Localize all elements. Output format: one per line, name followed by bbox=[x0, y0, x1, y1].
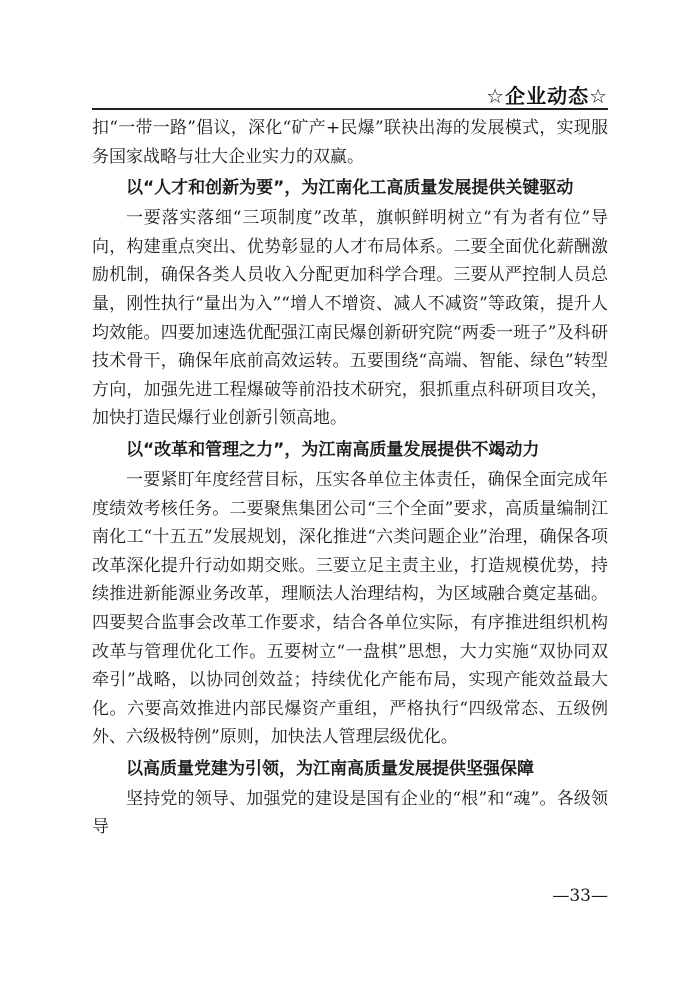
section-heading-party-building: 以高质量党建为引领，为江南高质量发展提供坚强保障 bbox=[126, 758, 534, 779]
section-header-title: ☆企业动态☆ bbox=[486, 84, 608, 108]
section-heading-reform-management: 以“改革和管理之力”，为江南高质量发展提供不竭动力 bbox=[126, 439, 540, 460]
page-number: —33— bbox=[552, 886, 608, 906]
paragraph-talent-innovation: 一要落实落细“三项制度”改革，旗帜鲜明树立“有为者有位”导向，构建重点突出、优势彰显的人才布局体系。二要全面优化薪酬激励机制，确保各类人员收入分配更加科学合理。三要从严控制人员总量，刚性执行“量出为入”“增人不增资、减人不减资”等政策，提升人均效能。四要加速选优配强江南民爆创新研究院“两委一班子”及科研技术骨干，确保年底前高效运转。五要围绕“高端、智能、绿色”转型方向，加强先进工程爆破等前沿技术研究，狠抓重点科研项目攻关，加快打造民爆行业创新引领高地。 bbox=[92, 208, 608, 429]
header-rule bbox=[92, 108, 608, 110]
article-body bbox=[92, 114, 608, 842]
paragraph-reform-management: 一要紧盯年度经营目标，压实各单位主体责任，确保全面完成年度绩效考核任务。二要聚焦集团公司“三个全面”要求，高质量编制江南化工“十五五”发展规划，深化推进“六类问题企业”治理，确保各项改革深化提升行动如期交账。三要立足主责主业，打造规模优势，持续推进新能源业务改革，理顺法人治理结构，为区域融合奠定基础。四要契合监事会改革工作要求，结合各单位实际，有序推进组织机构改革与管理优化工作。五要树立“一盘棋”思想，大力实施“双协同双牵引”战略，以协同创效益；持续优化产能布局，实现产能效益最大化。六要高效推进内部民爆资产重组，严格执行“四级常态、五级例外、六级极特例”原则，加快法人管理层级优化。 bbox=[92, 469, 608, 748]
section-heading-talent-innovation: 以“人才和创新为要”，为江南化工高质量发展提供关键驱动 bbox=[126, 178, 574, 199]
paragraph-party-building: 坚持党的领导、加强党的建设是国有企业的“根”和“魂”。各级领导 bbox=[92, 788, 608, 838]
paragraph-continuation: 扣“一带一路”倡议，深化“矿产+民爆”联袂出海的发展模式，实现服务国家战略与壮大企业实力的双赢。 bbox=[92, 118, 608, 167]
